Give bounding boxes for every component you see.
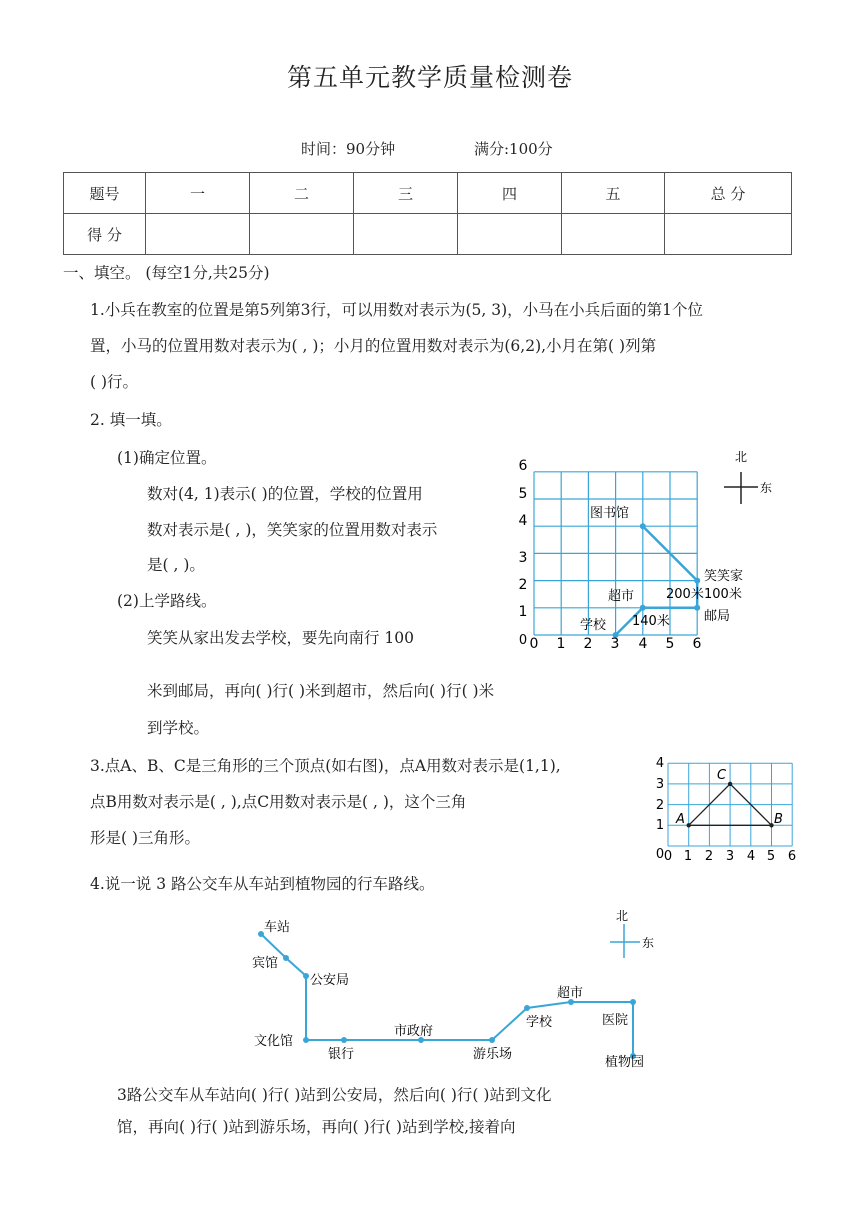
svg-text:北: 北 bbox=[735, 450, 748, 464]
q2-part1-heading: (1)确定位置。 bbox=[117, 449, 217, 467]
x-tick: 2 bbox=[704, 849, 714, 864]
score-table bbox=[63, 172, 792, 255]
vertex-a-dot bbox=[687, 823, 691, 827]
school-label: 学校 bbox=[580, 618, 607, 633]
stop-label: 公安局 bbox=[310, 973, 350, 988]
svg-text:北: 北 bbox=[616, 909, 629, 923]
x-tick: 1 bbox=[683, 849, 693, 864]
y-tick: 5 bbox=[518, 486, 528, 502]
score-cell[interactable] bbox=[665, 214, 792, 255]
q3-line: 点B用数对表示是( , ),点C用数对表示是( , )，这个三角 bbox=[90, 793, 467, 811]
q3-line: 形是( )三角形。 bbox=[90, 829, 201, 847]
y-tick: 2 bbox=[518, 577, 528, 593]
x-tick: 5 bbox=[766, 849, 776, 864]
x-tick: 6 bbox=[787, 849, 797, 864]
distance-140-label: 140米 bbox=[632, 614, 670, 629]
tri-x-ticks bbox=[664, 849, 796, 864]
score-cell[interactable] bbox=[146, 214, 250, 255]
y-tick: 1 bbox=[518, 604, 528, 620]
section-heading: 一、填空。 (每空1分,共25分) bbox=[63, 264, 270, 282]
stop-label: 宾馆 bbox=[252, 956, 279, 971]
q4-answer-line: 馆，再向( )行( )站到游乐场，再向( )行( )站到学校,接着向 bbox=[117, 1118, 516, 1136]
header-cell: 二 bbox=[250, 173, 354, 214]
stop-label: 游乐场 bbox=[473, 1047, 513, 1062]
x-tick: 6 bbox=[692, 636, 702, 652]
q1-line: 1.小兵在教室的位置是第5列第3行，可以用数对表示为(5, 3)，小马在小兵后面的第1个位 bbox=[90, 301, 704, 319]
triangle-grid bbox=[650, 752, 800, 864]
exam-time: 时间：90分钟 bbox=[301, 140, 396, 158]
x-tick: 3 bbox=[610, 636, 620, 652]
full-score: 满分:100分 bbox=[474, 140, 553, 158]
stop-label: 医院 bbox=[602, 1013, 629, 1028]
post-office-label: 邮局 bbox=[704, 609, 731, 624]
q2-part1-line: 数对(4, 1)表示( )的位置，学校的位置用 bbox=[147, 485, 423, 503]
super-point bbox=[640, 605, 646, 611]
vertex-c-label: C bbox=[717, 768, 727, 783]
x-tick: 5 bbox=[665, 636, 675, 652]
q3-line: 3.点A、B、C是三角形的三个顶点(如右图)，点A用数对表示是(1,1), bbox=[90, 757, 561, 775]
y-tick: 0 bbox=[518, 633, 528, 648]
y-tick: 3 bbox=[655, 777, 665, 792]
triangle-grid-lines bbox=[668, 763, 792, 846]
stop-label: 超市 bbox=[557, 986, 584, 1001]
supermarket-label: 超市 bbox=[608, 589, 635, 604]
y-axis-ticks bbox=[519, 633, 527, 648]
row-label: 得 分 bbox=[64, 214, 146, 255]
distance-100-label: 100米 bbox=[704, 587, 742, 602]
q1-line: ( )行。 bbox=[90, 373, 139, 391]
compass-icon bbox=[610, 909, 654, 958]
vertex-c-dot bbox=[728, 782, 732, 786]
q1-line: 置，小马的位置用数对表示为( , )；小月的位置用数对表示为(6,2),小月在第( )列第 bbox=[90, 337, 657, 355]
x-tick: 4 bbox=[746, 849, 756, 864]
library-point bbox=[640, 523, 646, 529]
stop-label: 植物园 bbox=[605, 1055, 645, 1070]
tri-y-ticks bbox=[656, 756, 664, 862]
svg-text:东: 东 bbox=[760, 481, 773, 495]
q2-part1-line: 是( , )。 bbox=[147, 556, 205, 574]
score-cell[interactable] bbox=[458, 214, 562, 255]
header-cell: 四 bbox=[458, 173, 562, 214]
x-tick-group bbox=[530, 636, 702, 652]
svg-text:东: 东 bbox=[642, 936, 655, 950]
distance-200-label: 200米 bbox=[666, 587, 704, 602]
y-tick: 3 bbox=[518, 550, 528, 566]
header-cell: 一 bbox=[146, 173, 250, 214]
x-tick: 4 bbox=[638, 636, 648, 652]
map-grid bbox=[534, 472, 697, 635]
home-point bbox=[694, 578, 700, 584]
bus-route-map bbox=[240, 902, 690, 1074]
x-tick: 2 bbox=[583, 636, 593, 652]
y-tick: 2 bbox=[655, 798, 665, 813]
y-tick: 0 bbox=[655, 847, 665, 862]
q2-part2-line: 到学校。 bbox=[147, 719, 210, 737]
y-tick-group bbox=[519, 458, 528, 620]
score-cell[interactable] bbox=[354, 214, 458, 255]
score-cell[interactable] bbox=[250, 214, 354, 255]
q2-part2-line: 米到邮局，再向( )行( )米到超市，然后向( )行( )米 bbox=[147, 682, 495, 700]
x-tick: 0 bbox=[663, 849, 673, 864]
score-table-score-row bbox=[64, 214, 792, 255]
vertex-b-label: B bbox=[774, 812, 783, 827]
page-title: 第五单元教学质量检测卷 bbox=[286, 63, 573, 92]
stop-label: 学校 bbox=[526, 1015, 553, 1030]
stop-label: 文化馆 bbox=[254, 1034, 294, 1049]
header-cell: 三 bbox=[354, 173, 458, 214]
y-tick: 4 bbox=[655, 756, 665, 771]
x-tick: 1 bbox=[556, 636, 566, 652]
q2-part2-line: 笑笑从家出发去学校，要先向南行 100 bbox=[147, 629, 415, 647]
stop-label: 市政府 bbox=[394, 1024, 434, 1039]
home-label: 笑笑家 bbox=[704, 569, 744, 584]
header-cell: 题号 bbox=[64, 173, 146, 214]
x-tick: 0 bbox=[529, 636, 539, 652]
y-tick: 4 bbox=[518, 513, 528, 529]
score-cell[interactable] bbox=[562, 214, 665, 255]
library-label: 图书馆 bbox=[590, 506, 630, 521]
vertex-a-label: A bbox=[676, 812, 685, 827]
score-table-header-row bbox=[64, 173, 792, 214]
q2-heading: 2. 填一填。 bbox=[90, 411, 172, 429]
y-tick: 6 bbox=[518, 458, 528, 474]
school-route-map bbox=[510, 448, 790, 654]
compass-icon bbox=[724, 450, 772, 504]
post-point bbox=[694, 605, 700, 611]
q4-answer-line: 3路公交车从车站向( )行( )站到公安局，然后向( )行( )站到文化 bbox=[117, 1086, 552, 1104]
header-cell: 总 分 bbox=[665, 173, 792, 214]
y-tick: 1 bbox=[655, 818, 665, 833]
header-cell: 五 bbox=[562, 173, 665, 214]
q2-part1-line: 数对表示是( , )，笑笑家的位置用数对表示 bbox=[147, 521, 438, 539]
stop-label: 车站 bbox=[264, 920, 291, 935]
stop-label: 银行 bbox=[328, 1047, 355, 1062]
q2-part2-heading: (2)上学路线。 bbox=[117, 592, 217, 610]
x-tick: 3 bbox=[725, 849, 735, 864]
q4-line: 4.说一说 3 路公交车从车站到植物园的行车路线。 bbox=[90, 875, 435, 893]
bus-stop-labels bbox=[252, 919, 644, 1070]
